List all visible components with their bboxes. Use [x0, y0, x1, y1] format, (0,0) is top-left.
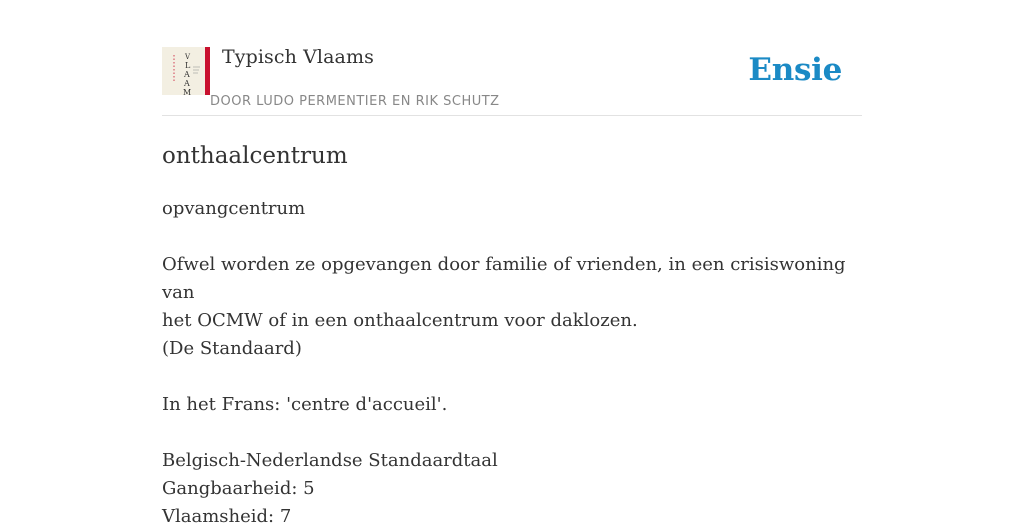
ensie-logo-link[interactable]: Ensie: [748, 52, 842, 88]
dictionary-title[interactable]: Typisch Vlaams: [222, 46, 374, 68]
flemishness-rating: Vlaamsheid: 7: [162, 506, 292, 527]
svg-text:A: A: [184, 70, 190, 79]
svg-text:V: V: [185, 53, 191, 61]
example-source: (De Standaard): [162, 338, 302, 359]
synonym: opvangcentrum: [162, 198, 306, 219]
spacer: [162, 223, 862, 251]
dictionary-logo[interactable]: [162, 47, 210, 95]
book-cover-icon: [162, 47, 210, 95]
svg-text:A: A: [184, 79, 190, 88]
dictionary-authors: DOOR LUDO PERMENTIER EN RIK SCHUTZ: [210, 94, 500, 109]
example-line: Ofwel worden ze opgevangen door familie of vrienden, in een crisiswoning van: [162, 254, 846, 303]
frequency-rating: Gangbaarheid: 5: [162, 478, 315, 499]
entry-card: [162, 40, 862, 531]
svg-text:L: L: [185, 61, 191, 70]
entry-definition: [162, 195, 862, 531]
entry-word: onthaalcentrum: [162, 143, 348, 169]
example-line: het OCMW of in een onthaalcentrum voor daklozen.: [162, 310, 638, 331]
svg-text:M: M: [183, 88, 192, 97]
spacer: [162, 363, 862, 391]
french-translation: In het Frans: 'centre d'accueil'.: [162, 394, 448, 415]
language-variety: Belgisch-Nederlandse Standaardtaal: [162, 450, 498, 471]
spacer: [162, 419, 862, 447]
entry-header: [162, 40, 862, 116]
